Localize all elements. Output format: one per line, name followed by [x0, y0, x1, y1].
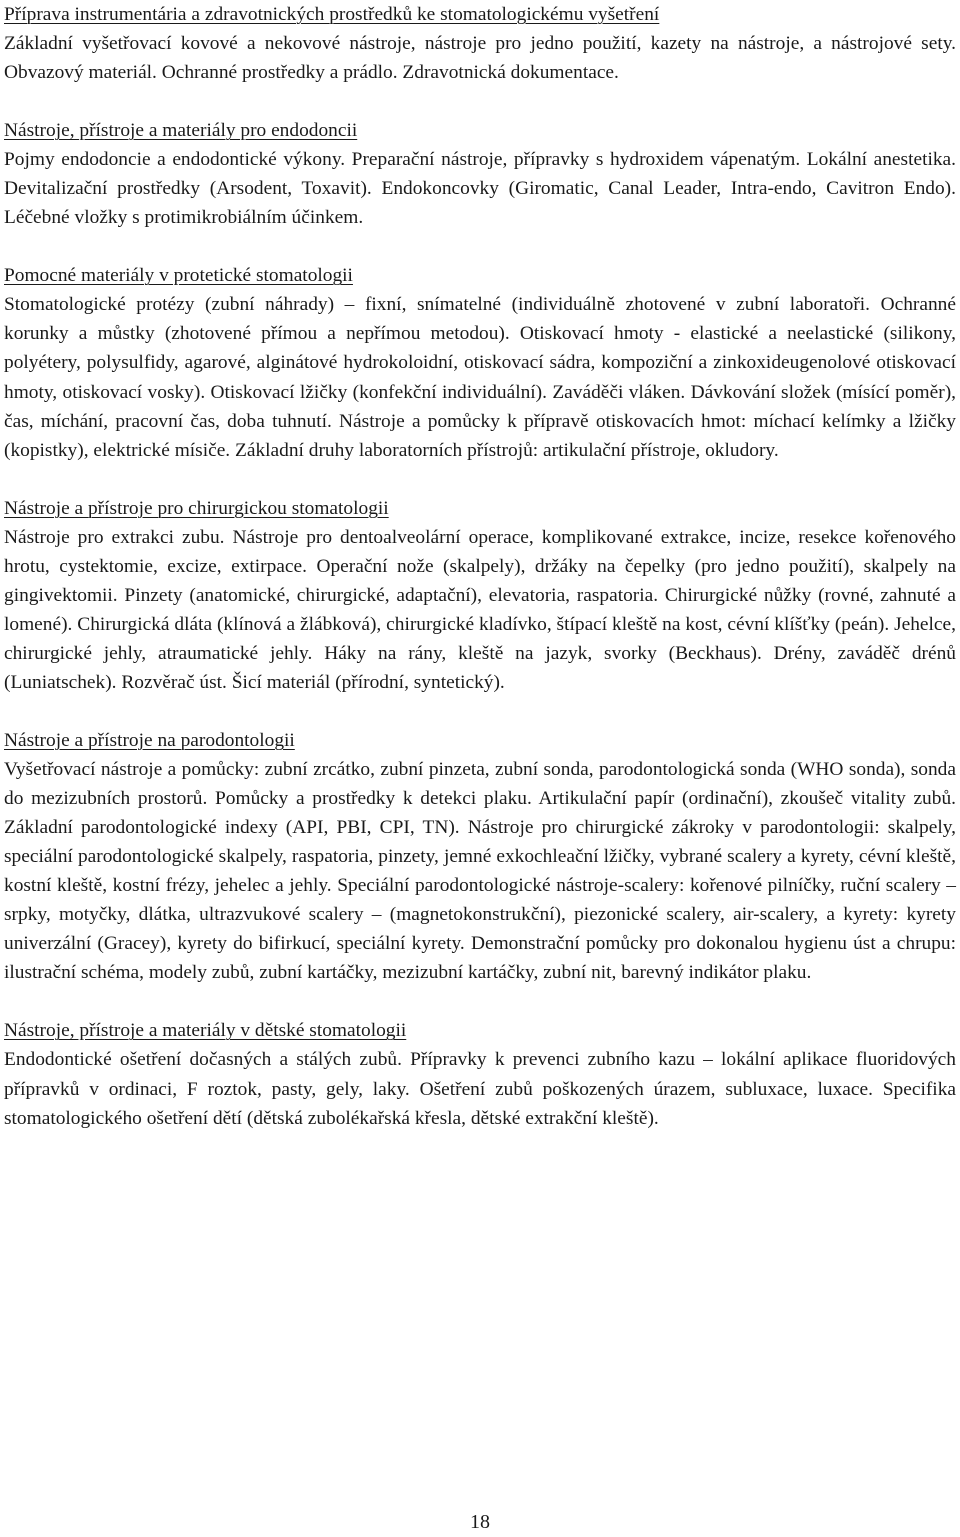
section-heading: Příprava instrumentária a zdravotnických prostředků ke stomatologickému vyšetření [4, 4, 660, 25]
section-body: Nástroje pro extrakci zubu. Nástroje pro dentoalveolární operace, komplikované extrakce, incize, resekce kořenového hrotu, cystektomie, excize, extirpace. Operační nože (skalpely), držáky na čepelky (pro jedno použití), skalpely na gingivektomii. Pinzety (anatomické, chirurgické, adaptační), elevatoria, raspatoria. Chirurgické nůžky (rovné, zahnuté a lomené). Chirurgická dláta (klínová a žlábková), chirurgické kladívko, štípací kleště na kost, cévní klíšťky (peán). Jehelce, chirurgické jehly, atraumatické jehly. Háky na rány, kleště na jazyk, svorky (Beckhaus). Drény, zaváděč drénů (Luniatschek). Rozvěrač úst. Šicí materiál (přírodní, syntetický). [4, 526, 956, 693]
section-heading: Nástroje a přístroje na parodontologii [4, 729, 295, 751]
section-body: Pojmy endodoncie a endodontické výkony. Preparační nástroje, přípravky s hydroxidem vápenatým. Lokální anestetika. Devitalizační prostředky (Arsodent, Toxavit). Endokoncovky (Giromatic, Canal Leader, Intra-endo, Cavitron Endo). Léčebné vložky s protimikrobiálním účinkem. [4, 149, 956, 229]
section-body: Endodontické ošetření dočasných a stálých zubů. Přípravky k prevenci zubního kazu – lokální aplikace fluoridových přípravků v ordinaci, F roztok, pasty, gely, laky. Ošetření zubů poškozených úrazem, subluxace, luxace. Specifika stomatologického ošetření dětí (dětská zubolékařská křesla, dětské extrakční kleště). [4, 1049, 956, 1129]
section-heading: Nástroje, přístroje a materiály v dětské stomatologii [4, 1020, 407, 1042]
section-instrument-preparation [4, 0, 956, 87]
section-endodontics [4, 116, 956, 232]
section-body: Základní vyšetřovací kovové a nekovové nástroje, nástroje pro jedno použití, kazety na nástroje, a nástrojové sety. Obvazový materiál. Ochranné prostředky a prádlo. Zdravotnická dokumentace. [4, 33, 956, 84]
section-body: Stomatologické protézy (zubní náhrady) – fixní, snímatelné (individuálně zhotovené v zubní laboratoři. Ochranné korunky a můstky (zhotovené přímou a nepřímou metodou). Otiskovací hmoty - elastické a neelastické (silikony, polyétery, polysulfidy, agarové, alginátové hydrokoloidní, otiskovací sádra, kompoziční a zinkoxideugenolové otiskovací hmoty, otiskovací vosky). Otiskovací lžičky (konfekční individuální). Zaváděči vláken. Dávkování složek (mísící poměr), čas, míchání, pracovní čas, doba tuhnutí. Nástroje a pomůcky k přípravě otiskovacích hmot: míchací kelímky a lžičky (kopistky), elektrické mísiče. Základní druhy laboratorních přístrojů: artikulační přístroje, okludory. [4, 294, 956, 461]
page-number: 18 [470, 1511, 490, 1533]
section-heading: Nástroje, přístroje a materiály pro endodoncii [4, 120, 358, 142]
section-periodontology [4, 726, 956, 987]
section-body: Vyšetřovací nástroje a pomůcky: zubní zrcátko, zubní pinzeta, zubní sonda, parodontologická sonda (WHO sonda), sonda do mezizubních prostorů. Pomůcky a prostředky k detekci plaku. Artikulační papír (ordinační), zkoušeč vitality zubů. Základní parodontologické indexy (API, PBI, CPI, TN). Nástroje pro chirurgické zákroky v parodontologii: skalpely, speciální parodontologické skalpely, raspatoria, pinzety, jemné exkochleační lžičky, vybrané scalery a kyrety, cévní kleště, kostní kleště, kostní frézy, jehelec a jehly. Speciální parodontologické nástroje-scalery: kořenové pilníčky, ruční scalery – srpky, motyčky, dlátka, ultrazvukové scalery – (magnetokonstrukční), piezonické scalery, air-scalery, a kyrety: kyrety univerzální (Gracey), kyrety do bifirkucí, speciální kyrety. Demonstrační pomůcky pro dokonalou hygienu úst a chrupu: ilustrační schéma, modely zubů, zubní kartáčky, mezizubní kartáčky, zubní nit, barevný indikátor plaku. [4, 759, 956, 984]
section-heading: Nástroje a přístroje pro chirurgickou stomatologii [4, 497, 389, 519]
document-page [4, 0, 956, 1162]
section-heading: Pomocné materiály v protetické stomatologii [4, 265, 353, 287]
section-prosthetic-materials [4, 261, 956, 464]
section-pediatric-dentistry [4, 1016, 956, 1132]
section-surgical-instruments [4, 494, 956, 697]
